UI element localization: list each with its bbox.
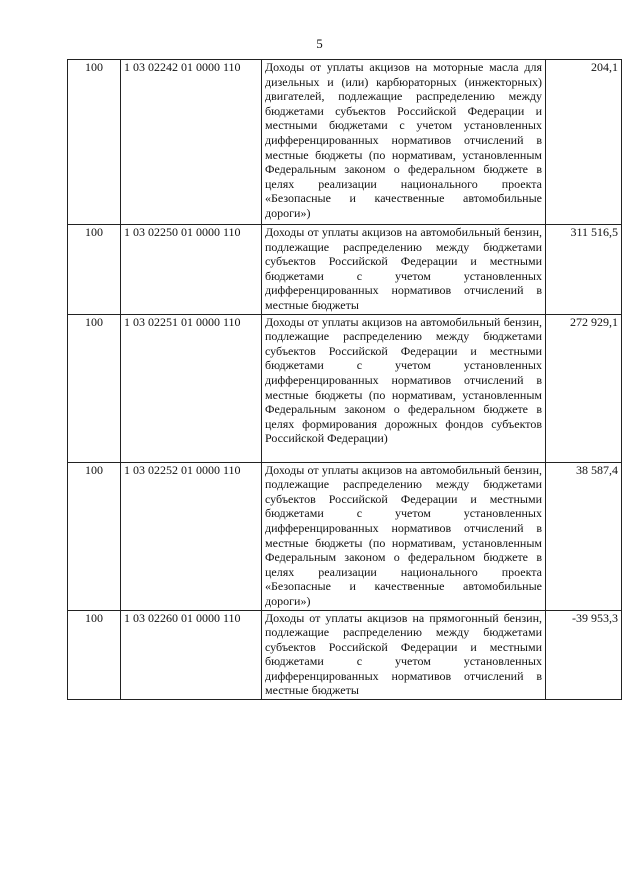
amount-cell: 38 587,4: [546, 462, 622, 610]
administrator-code-cell: 100: [68, 60, 121, 225]
amount-cell: 204,1: [546, 60, 622, 225]
budget-classification-code-cell: 1 03 02242 01 0000 110: [121, 60, 262, 225]
administrator-code-cell: 100: [68, 225, 121, 315]
table-row: [68, 462, 622, 610]
revenue-name-cell: Доходы от уплаты акцизов на прямогонный бензин, подлежащие распределению между бюджетами субъектов Российской Федерации и местными бюджетами с учетом установленных дифференцированных нормативов отчислений в местные бюджеты: [262, 610, 546, 700]
budget-classification-code-cell: 1 03 02250 01 0000 110: [121, 225, 262, 315]
table-row: [68, 610, 622, 700]
administrator-code-cell: 100: [68, 610, 121, 700]
administrator-code-cell: 100: [68, 314, 121, 462]
revenue-name-cell: Доходы от уплаты акцизов на моторные масла для дизельных и (или) карбюраторных (инжекторных) двигателей, подлежащие распределению между бюджетами субъектов Российской Федерации и местными бюджетами с учетом установленных дифференцированных нормативов отчислений в местные бюджеты (по нормативам, установленным Федеральным законом о федеральном бюджете в целях реализации национального проекта «Безопасные и качественные автомобильные дороги»): [262, 60, 546, 225]
amount-cell: 272 929,1: [546, 314, 622, 462]
page-number: 5: [316, 36, 323, 51]
amount-cell: 311 516,5: [546, 225, 622, 315]
budget-classification-code-cell: 1 03 02260 01 0000 110: [121, 610, 262, 700]
table-row: [68, 60, 622, 225]
revenue-name-cell: Доходы от уплаты акцизов на автомобильный бензин, подлежащие распределению между бюджетами субъектов Российской Федерации и местными бюджетами с учетом установленных дифференцированных нормативов отчислений в местные бюджеты (по нормативам, установленным Федеральным законом о федеральном бюджете в целях реализации национального проекта «Безопасные и качественные автомобильные дороги»): [262, 462, 546, 610]
amount-cell: -39 953,3: [546, 610, 622, 700]
revenue-table: [67, 59, 622, 700]
table-row: [68, 314, 622, 462]
revenue-name-cell: Доходы от уплаты акцизов на автомобильный бензин, подлежащие распределению между бюджетами субъектов Российской Федерации и местными бюджетами с учетом установленных дифференцированных нормативов отчислений в местные бюджеты (по нормативам, установленным Федеральным законом о федеральном бюджете в целях формирования дорожных фондов субъектов Российской Федерации): [262, 314, 546, 462]
table-row: [68, 225, 622, 315]
budget-classification-code-cell: 1 03 02251 01 0000 110: [121, 314, 262, 462]
administrator-code-cell: 100: [68, 462, 121, 610]
revenue-name-cell: Доходы от уплаты акцизов на автомобильный бензин, подлежащие распределению между бюджетами субъектов Российской Федерации и местными бюджетами с учетом установленных дифференцированных нормативов отчислений в местные бюджеты: [262, 225, 546, 315]
budget-classification-code-cell: 1 03 02252 01 0000 110: [121, 462, 262, 610]
